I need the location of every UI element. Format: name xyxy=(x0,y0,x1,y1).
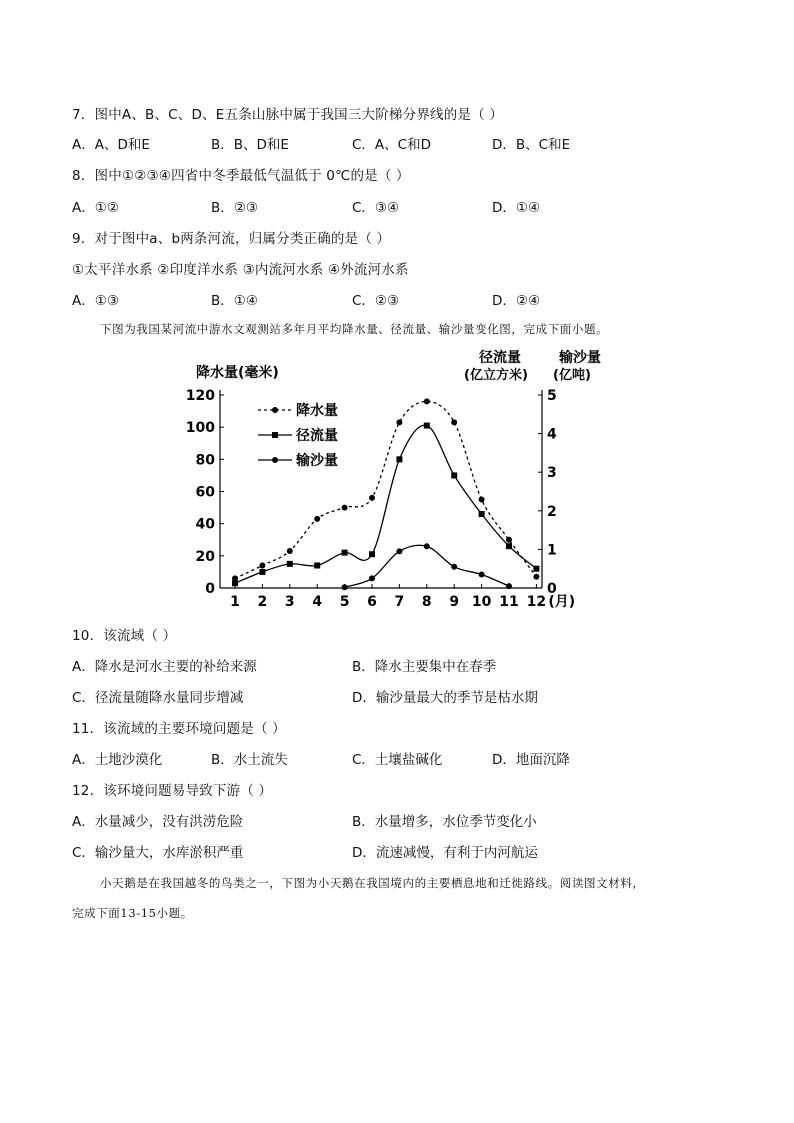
x-tick-label: 6 xyxy=(367,594,377,610)
q7-option-a: A．A、D和E xyxy=(72,137,150,153)
q9-option-c: C．②③ xyxy=(352,293,400,309)
question-11-stem: 11．该流域的主要环境问题是（ ） xyxy=(72,721,286,737)
q9-option-a: A．①③ xyxy=(72,293,119,309)
series-2-point xyxy=(342,550,348,556)
series-1-point xyxy=(369,495,375,501)
y-axis-right-sediment-label: 输沙量 xyxy=(559,350,601,366)
series-1-point xyxy=(396,419,402,425)
x-tick-label: 11 xyxy=(499,594,519,610)
series-1-point xyxy=(479,497,485,503)
y-right-tick-label: 0 xyxy=(547,581,557,597)
x-tick-label: 2 xyxy=(257,594,268,610)
x-tick-label: 9 xyxy=(449,594,460,610)
series-2-point xyxy=(506,543,512,549)
q11-option-c: C．土壤盐碱化 xyxy=(352,752,443,768)
q11-option-d: D．地面沉降 xyxy=(492,752,570,768)
series-1-point xyxy=(506,537,512,543)
y-right-tick-label: 2 xyxy=(547,503,557,520)
y-right-tick-label: 5 xyxy=(547,388,557,404)
legend-marker xyxy=(272,457,278,463)
series-3-point xyxy=(451,564,457,570)
series-3-point xyxy=(396,548,402,554)
question-9-stem: 9．对于图中a、b两条河流，归属分类正确的是（ ） xyxy=(72,231,391,247)
x-tick-label: 3 xyxy=(284,594,295,610)
series-1-point xyxy=(314,516,320,522)
q8-option-a: A．①② xyxy=(72,200,119,216)
series-2-point xyxy=(314,562,320,568)
q8-option-b: B．②③ xyxy=(211,200,258,216)
series-3-point xyxy=(342,584,348,590)
series-2-point xyxy=(259,569,265,575)
series-2-point xyxy=(232,580,238,586)
series-1-point xyxy=(424,398,430,404)
q8-option-d: D．①④ xyxy=(492,200,541,216)
question-12-stem: 12．该环境问题易导致下游（ ） xyxy=(72,783,273,799)
legend-marker xyxy=(272,432,278,438)
x-tick-label: 12 xyxy=(526,594,547,610)
series-2-point xyxy=(287,561,293,567)
y-axis-right-runoff-label: 径流量 xyxy=(479,350,521,366)
q7-option-b: B．B、D和E xyxy=(211,137,289,153)
y-left-tick-label: 120 xyxy=(185,388,215,404)
y-right-tick-label: 3 xyxy=(547,465,557,482)
y-left-tick-label: 100 xyxy=(185,420,215,437)
y-right-tick-label: 1 xyxy=(547,542,557,559)
question-8-stem: 8．图中①②③④四省中冬季最低气温低于 0℃的是（ ） xyxy=(72,168,410,184)
y-left-tick-label: 0 xyxy=(205,581,215,597)
x-tick-label: 4 xyxy=(312,594,323,610)
q12-option-c: C．输沙量大，水库淤积严重 xyxy=(72,845,244,861)
q10-option-a: A．降水是河水主要的补给来源 xyxy=(72,659,257,675)
q11-option-b: B．水土流失 xyxy=(211,752,288,768)
q7-option-c: C．A、C和D xyxy=(352,137,431,153)
q10-option-d: D．输沙量最大的季节是枯水期 xyxy=(352,690,538,706)
q9-option-d: D．②④ xyxy=(492,293,541,309)
series-1-point xyxy=(533,574,539,580)
series-3-point xyxy=(479,571,485,577)
legend-label-3: 输沙量 xyxy=(296,453,338,469)
q12-option-b: B．水量增多，水位季节变化小 xyxy=(352,814,537,830)
x-axis-unit-label: (月) xyxy=(548,594,576,610)
q12-option-a: A．水量减少，没有洪涝危险 xyxy=(72,814,244,830)
y-axis-right-runoff-unit: (亿立方米) xyxy=(464,368,528,383)
x-tick-label: 10 xyxy=(471,594,492,610)
y-right-tick-label: 4 xyxy=(547,426,557,443)
swan-intro-text-line2: 完成下面13-15小题。 xyxy=(72,906,193,920)
series-3-point xyxy=(424,543,430,549)
question-10-stem: 10．该流域（ ） xyxy=(72,628,177,644)
q8-option-c: C．③④ xyxy=(352,200,400,216)
series-1-point xyxy=(451,419,457,425)
q9-choices: ①太平洋水系 ②印度洋水系 ③内流河水系 ④外流河水系 xyxy=(72,262,409,278)
x-tick-label: 5 xyxy=(339,594,350,610)
series-2-point xyxy=(533,566,539,572)
x-tick-label: 7 xyxy=(394,594,405,610)
swan-intro-text-line1: 小天鹅是在我国越冬的鸟类之一，下图为小天鹅在我国境内的主要栖息地和迁徙路线。阅读图文材料， xyxy=(100,876,645,890)
series-line-1 xyxy=(235,401,536,578)
hydrology-chart xyxy=(185,345,601,615)
y-left-tick-label: 20 xyxy=(195,548,215,565)
series-2-point xyxy=(369,551,375,557)
x-tick-label: 1 xyxy=(230,594,240,610)
y-axis-left-label: 降水量(毫米) xyxy=(196,365,279,381)
series-3-point xyxy=(506,583,512,589)
q10-option-c: C．径流量随降水量同步增减 xyxy=(72,690,244,706)
series-1-point xyxy=(287,548,293,554)
legend-label-2: 径流量 xyxy=(296,428,338,444)
series-3-point xyxy=(369,575,375,581)
y-left-tick-label: 40 xyxy=(195,516,215,533)
y-axis-right-sediment-unit: (亿吨) xyxy=(553,368,591,383)
series-1-point xyxy=(342,505,348,511)
series-1-point xyxy=(259,562,265,568)
series-2-point xyxy=(396,456,402,462)
y-left-tick-label: 60 xyxy=(195,484,215,501)
x-tick-label: 8 xyxy=(421,594,432,610)
q9-option-b: B．①④ xyxy=(211,293,258,309)
question-7-stem: 7．图中A、B、C、D、E五条山脉中属于我国三大阶梯分界线的是（ ） xyxy=(72,107,504,123)
series-2-point xyxy=(424,423,430,429)
legend-marker xyxy=(272,407,278,413)
chart-intro-text: 下图为我国某河流中游水文观测站多年月平均降水量、径流量、输沙量变化图，完成下面小题。 xyxy=(100,322,609,336)
series-line-2 xyxy=(235,425,536,583)
q12-option-d: D．流速减慢，有利于内河航运 xyxy=(352,845,538,861)
q11-option-a: A．土地沙漠化 xyxy=(72,752,163,768)
legend-label-1: 降水量 xyxy=(296,403,338,419)
q10-option-b: B．降水主要集中在春季 xyxy=(352,659,497,675)
y-left-tick-label: 80 xyxy=(195,452,215,469)
q7-option-d: D．B、C和E xyxy=(492,137,571,153)
series-2-point xyxy=(479,511,485,517)
series-2-point xyxy=(451,472,457,478)
